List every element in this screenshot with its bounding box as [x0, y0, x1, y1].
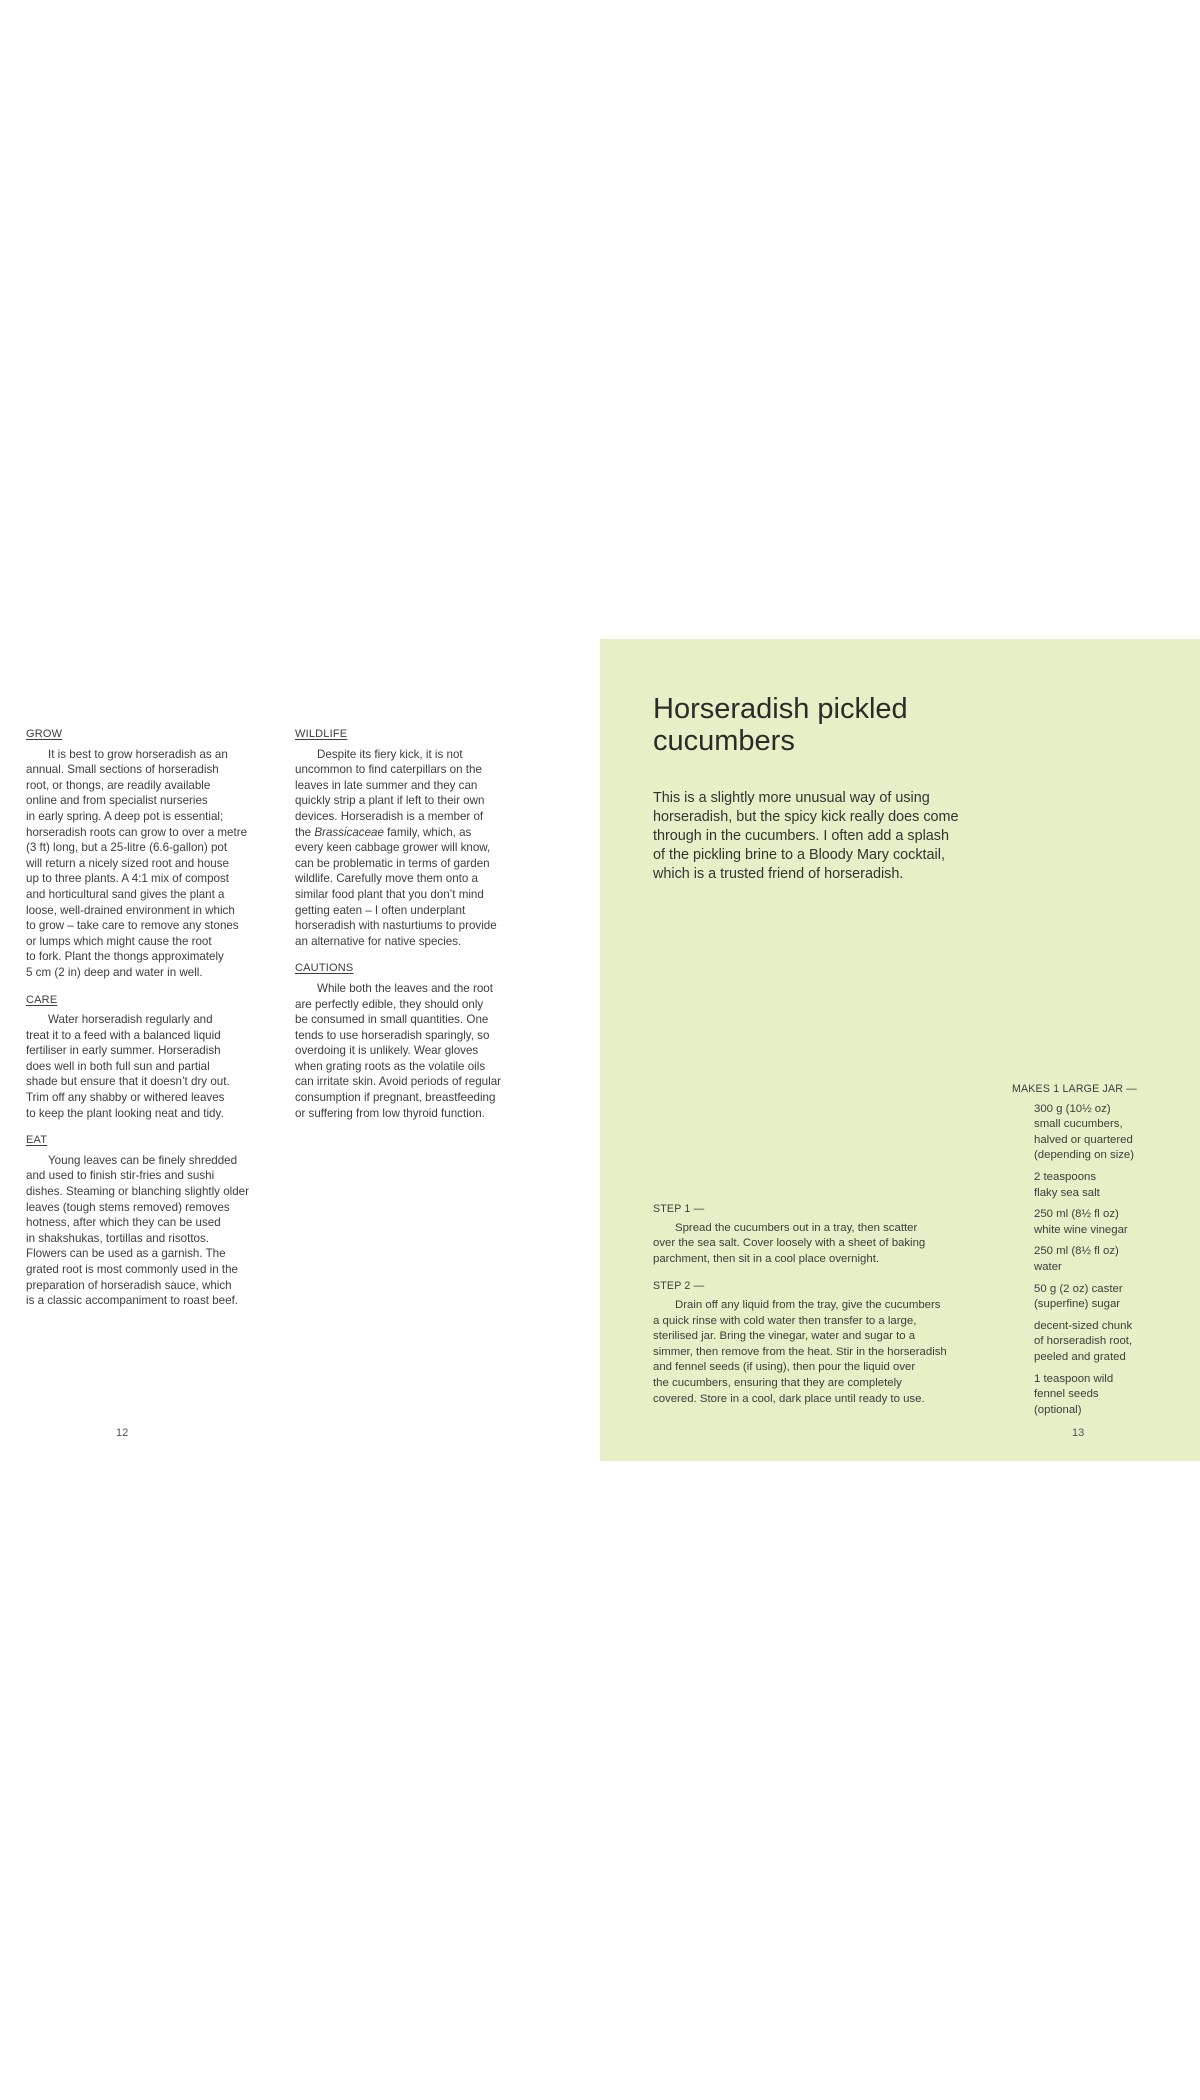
wildlife-heading: WILDLIFE	[295, 728, 348, 740]
step-2	[653, 1279, 998, 1407]
care-text: Water horseradish regularly and treat it to a feed with a balanced liquid fertiliser in early summer. Horseradish does well in both full sun and partial shade but ensure that it doesn’t dry out. Trim off any shabby or withered leaves to keep the plant looking neat and tidy.	[26, 1013, 230, 1120]
right-page	[600, 639, 1200, 1461]
step-1-label: STEP 1 —	[653, 1203, 705, 1215]
ingredients-block	[1012, 1082, 1172, 1424]
ingredient-item: 300 g (10½ oz) small cucumbers, halved or quartered (depending on size)	[1034, 1102, 1135, 1162]
book-spread	[0, 639, 1200, 1461]
eat-text: Young leaves can be finely shredded and used to finish stir-fries and sushi dishes. Steaming or blanching slightly older leaves (tough stems removed) removes hotness, after which they can be used in shakshukas, tortillas and risottos. Flowers can be used as a garnish. The grated root is most commonly used in the preparation of horseradish sauce, which is a classic accompaniment to roast beef.	[26, 1153, 249, 1308]
recipe-intro: This is a slightly more unusual way of using horseradish, but the spicy kick really does come through in the cucumbers. I often add a splash of the pickling brine to a Bloody Mary cocktail, which is a trusted friend of horseradish.	[653, 790, 959, 882]
left-column	[26, 727, 280, 1321]
ingredient-item: 250 ml (8½ fl oz) water	[1034, 1245, 1119, 1273]
wildlife-text-italic: Brassicaceae	[314, 825, 384, 839]
step-1-text: Spread the cucumbers out in a tray, then scatter over the sea salt. Cover loosely with a sheet of baking parchment, then sit in a cool place overnight.	[653, 1221, 926, 1265]
grow-heading: GROW	[26, 728, 63, 740]
right-column	[295, 727, 545, 1133]
ingredient-list	[1012, 1102, 1172, 1419]
page-number-right: 13	[1072, 1427, 1085, 1439]
wildlife-section	[295, 727, 545, 949]
ingredient-item: 2 teaspoons flaky sea salt	[1034, 1170, 1100, 1199]
method-steps	[653, 1202, 998, 1419]
wildlife-text-part-a: Despite its fiery kick, it is not uncommon to find caterpillars on the leaves in late summer and they can quickly strip a plant if left to their own devices. Horseradish is a member of the	[295, 747, 485, 839]
care-section	[26, 993, 280, 1122]
step-2-text: Drain off any liquid from the tray, give the cucumbers a quick rinse with cold water then transfer to a large, sterilised jar. Bring the vinegar, water and sugar to a simmer, then remove from the heat. Stir in the horseradish and fennel seeds (if using), then pour the liquid over the cucumbers, ensuring that they are completely covered. Store in a cool, dark place until ready to use.	[653, 1298, 947, 1405]
grow-text: It is best to grow horseradish as an annual. Small sections of horseradish root, or thongs, are readily available online and from specialist nurseries in early spring. A deep pot is essential; horseradish roots can grow to over a metre (3 ft) long, but a 25-litre (6.6-gallon) pot will return a nicely sized root and house up to three plants. A 4:1 mix of compost and horticultural sand gives the plant a loose, well-drained environment in which to grow – take care to remove any stones or lumps which might cause the root to fork. Plant the thongs approximately 5 cm (2 in) deep and water in well.	[26, 747, 248, 979]
recipe-title: Horseradish pickled cucumbers	[653, 693, 908, 757]
grow-section	[26, 727, 280, 981]
ingredient-item: 250 ml (8½ fl oz) white wine vinegar	[1034, 1208, 1128, 1236]
wildlife-text	[295, 747, 545, 950]
cautions-heading: CAUTIONS	[295, 962, 354, 975]
page-number-left: 12	[116, 1427, 129, 1439]
ingredient-item: 50 g (2 oz) caster (superfine) sugar	[1034, 1282, 1123, 1311]
left-page	[0, 639, 600, 1461]
eat-heading: EAT	[26, 1134, 48, 1147]
ingredient-item: decent-sized chunk of horseradish root, peeled and grated	[1034, 1319, 1133, 1363]
cautions-section	[295, 961, 545, 1121]
step-1	[653, 1202, 998, 1267]
cautions-text: While both the leaves and the root are perfectly edible, they should only be consumed in small quantities. One tends to use horseradish sparingly, so overdoing it is unlikely. Wear gloves when grating roots as the volatile oils can irritate skin. Avoid periods of regular consumption if pregnant, breastfeeding or suffering from low thyroid function.	[295, 981, 502, 1120]
wildlife-text-part-b: family, which, as every keen cabbage grower will know, can be problematic in terms of garden wildlife. Carefully move them onto a similar food plant that you don’t mind getting eaten – I often underplant horseradish with nasturtiums to provide an alternative for native species.	[295, 825, 497, 948]
yield-label: MAKES 1 LARGE JAR —	[1012, 1083, 1138, 1095]
step-2-label: STEP 2 —	[653, 1280, 705, 1293]
eat-section	[26, 1133, 280, 1309]
care-heading: CARE	[26, 993, 58, 1006]
ingredient-item: 1 teaspoon wild fennel seeds (optional)	[1034, 1372, 1114, 1416]
